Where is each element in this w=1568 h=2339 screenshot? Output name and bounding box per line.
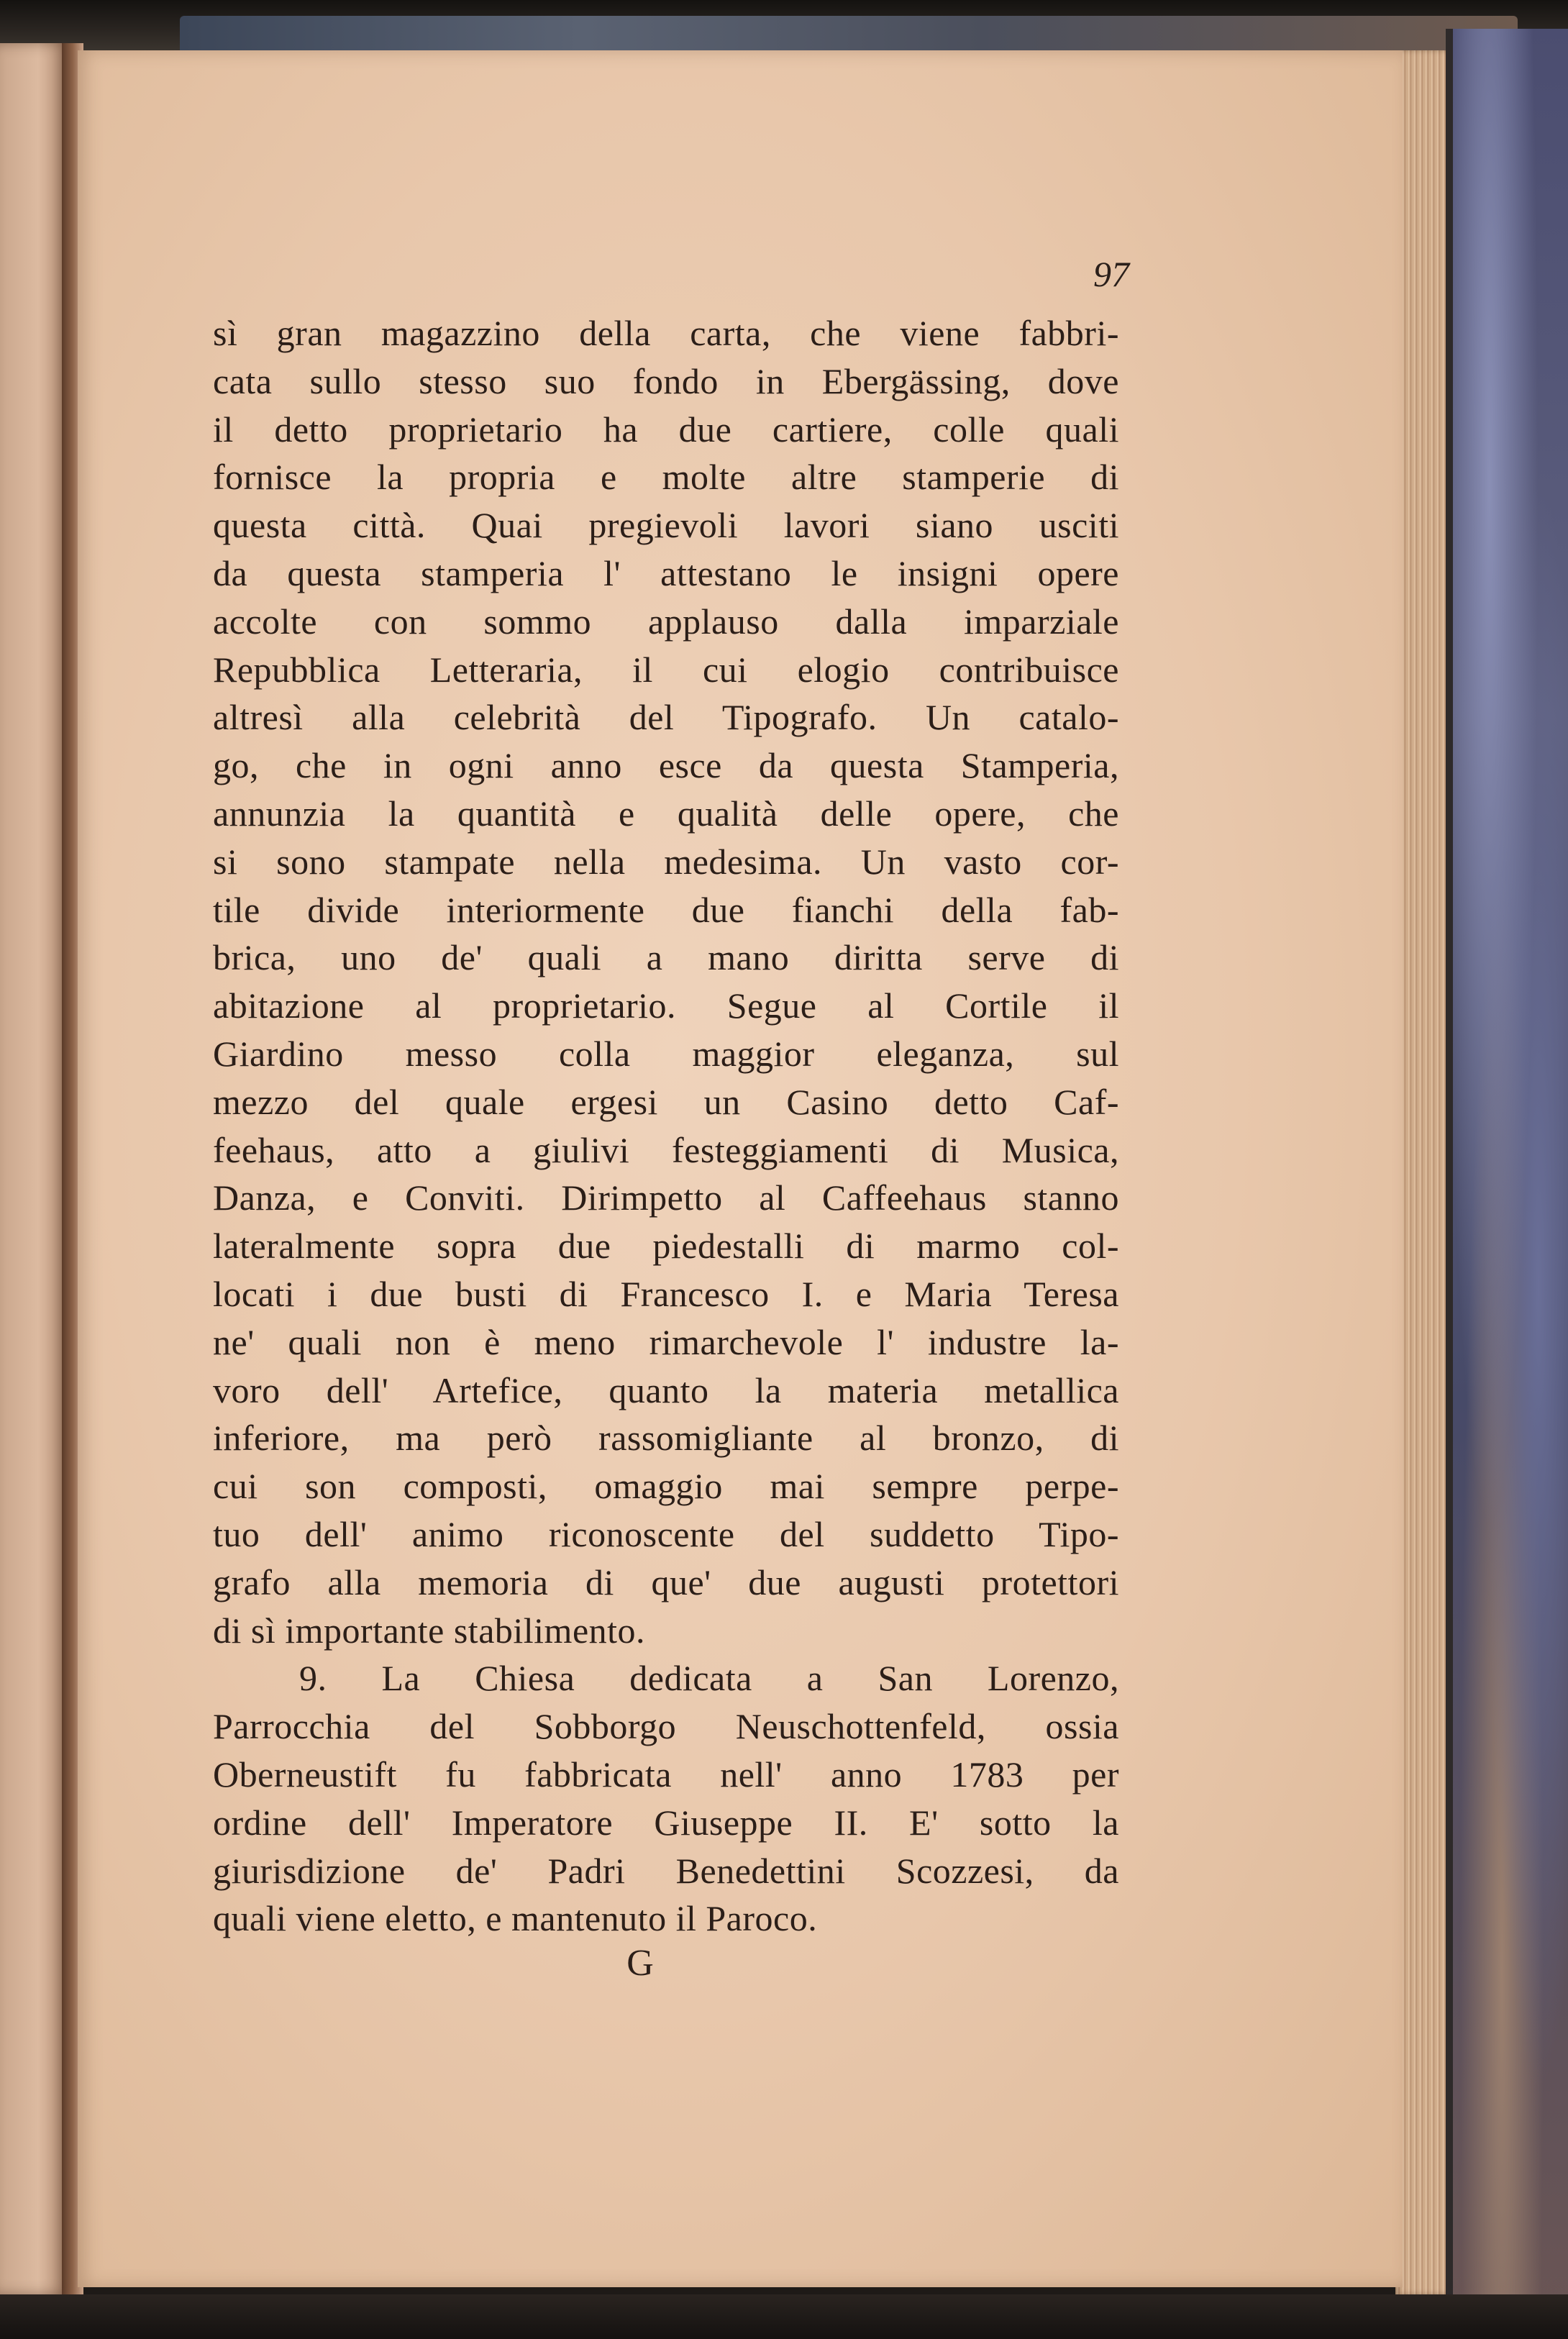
text-line: grafo alla memoria di que' due augusti protettori [213,1561,1119,1602]
text-line: Parrocchia del Sobborgo Neuschottenfeld, ossia [213,1706,1119,1747]
text-line: tuo dell' animo riconoscente del suddetto Tipo- [213,1513,1119,1554]
text-line: sì gran magazzino della carta, che viene fabbri- [213,313,1119,353]
text-line: cui son composti, omaggio mai sempre perpe- [213,1466,1119,1507]
text-line: feehaus, atto a giulivi festeggiamenti di Musica, [213,1129,1119,1170]
scan-bottom-edge [0,2294,1568,2339]
marbled-cover [1446,29,1568,2316]
text-line: Oberneustift fu fabbricata nell' anno 1783 per [213,1754,1119,1795]
section-heading-line: 9. La Chiesa dedicata a San Lorenzo, [299,1658,1119,1699]
text-line: fornisce la propria e molte altre stamperie di [213,457,1119,498]
text-line: ordine dell' Imperatore Giuseppe II. E' sotto la [213,1802,1119,1843]
text-line: go, che in ogni anno esce da questa Stamperia, [213,745,1119,786]
text-line: voro dell' Artefice, quanto la materia metallica [213,1369,1119,1410]
text-line: da questa stamperia l' attestano le insigni opere [213,552,1119,593]
facing-page-edge [0,43,69,2294]
text-line: locati i due busti di Francesco I. e Maria Teresa [213,1273,1119,1314]
text-line: inferiore, ma però rassomigliante al bronzo, di [213,1418,1119,1459]
text-line: accolte con sommo applauso dalla imparziale [213,601,1119,642]
paragraph-end-line: di sì importante stabilimento. [213,1610,646,1651]
text-line: Giardino messo colla maggior eleganza, sul [213,1033,1119,1074]
text-line: abitazione al proprietario. Segue al Cortile il [213,985,1119,1026]
text-line: giurisdizione de' Padri Benedettini Scozzesi, da [213,1850,1119,1891]
text-line: si sono stampate nella medesima. Un vasto cor- [213,841,1119,882]
text-line: lateralmente sopra due piedestalli di marmo col- [213,1226,1119,1267]
text-line: il detto proprietario ha due cartiere, colle quali [213,409,1119,450]
body-text [213,309,1119,1943]
text-line: questa città. Quai pregievoli lavori siano usciti [213,505,1119,546]
page-number: 97 [1093,254,1129,294]
text-line: mezzo del quale ergesi un Casino detto Caf- [213,1081,1119,1122]
page-block-edge [1395,50,1453,2294]
text-line: tile divide interiormente due fianchi della fab- [213,889,1119,930]
paragraph-end-line: quali viene eletto, e mantenuto il Paroco. [213,1898,818,1939]
text-line: altresì alla celebrità del Tipografo. Un catalo- [213,697,1119,738]
printer-signature-mark: G [626,1943,654,1984]
text-line: Repubblica Letteraria, il cui elogio contribuisce [213,649,1119,690]
text-line: ne' quali non è meno rimarchevole l' industre la- [213,1321,1119,1362]
text-line: annunzia la quantità e qualità delle opere, che [213,793,1119,834]
text-line: brica, uno de' quali a mano diritta serve di [213,937,1119,978]
text-line: Danza, e Conviti. Dirimpetto al Caffeehaus stanno [213,1177,1119,1218]
text-line: cata sullo stesso suo fondo in Ebergässing, dove [213,360,1119,401]
